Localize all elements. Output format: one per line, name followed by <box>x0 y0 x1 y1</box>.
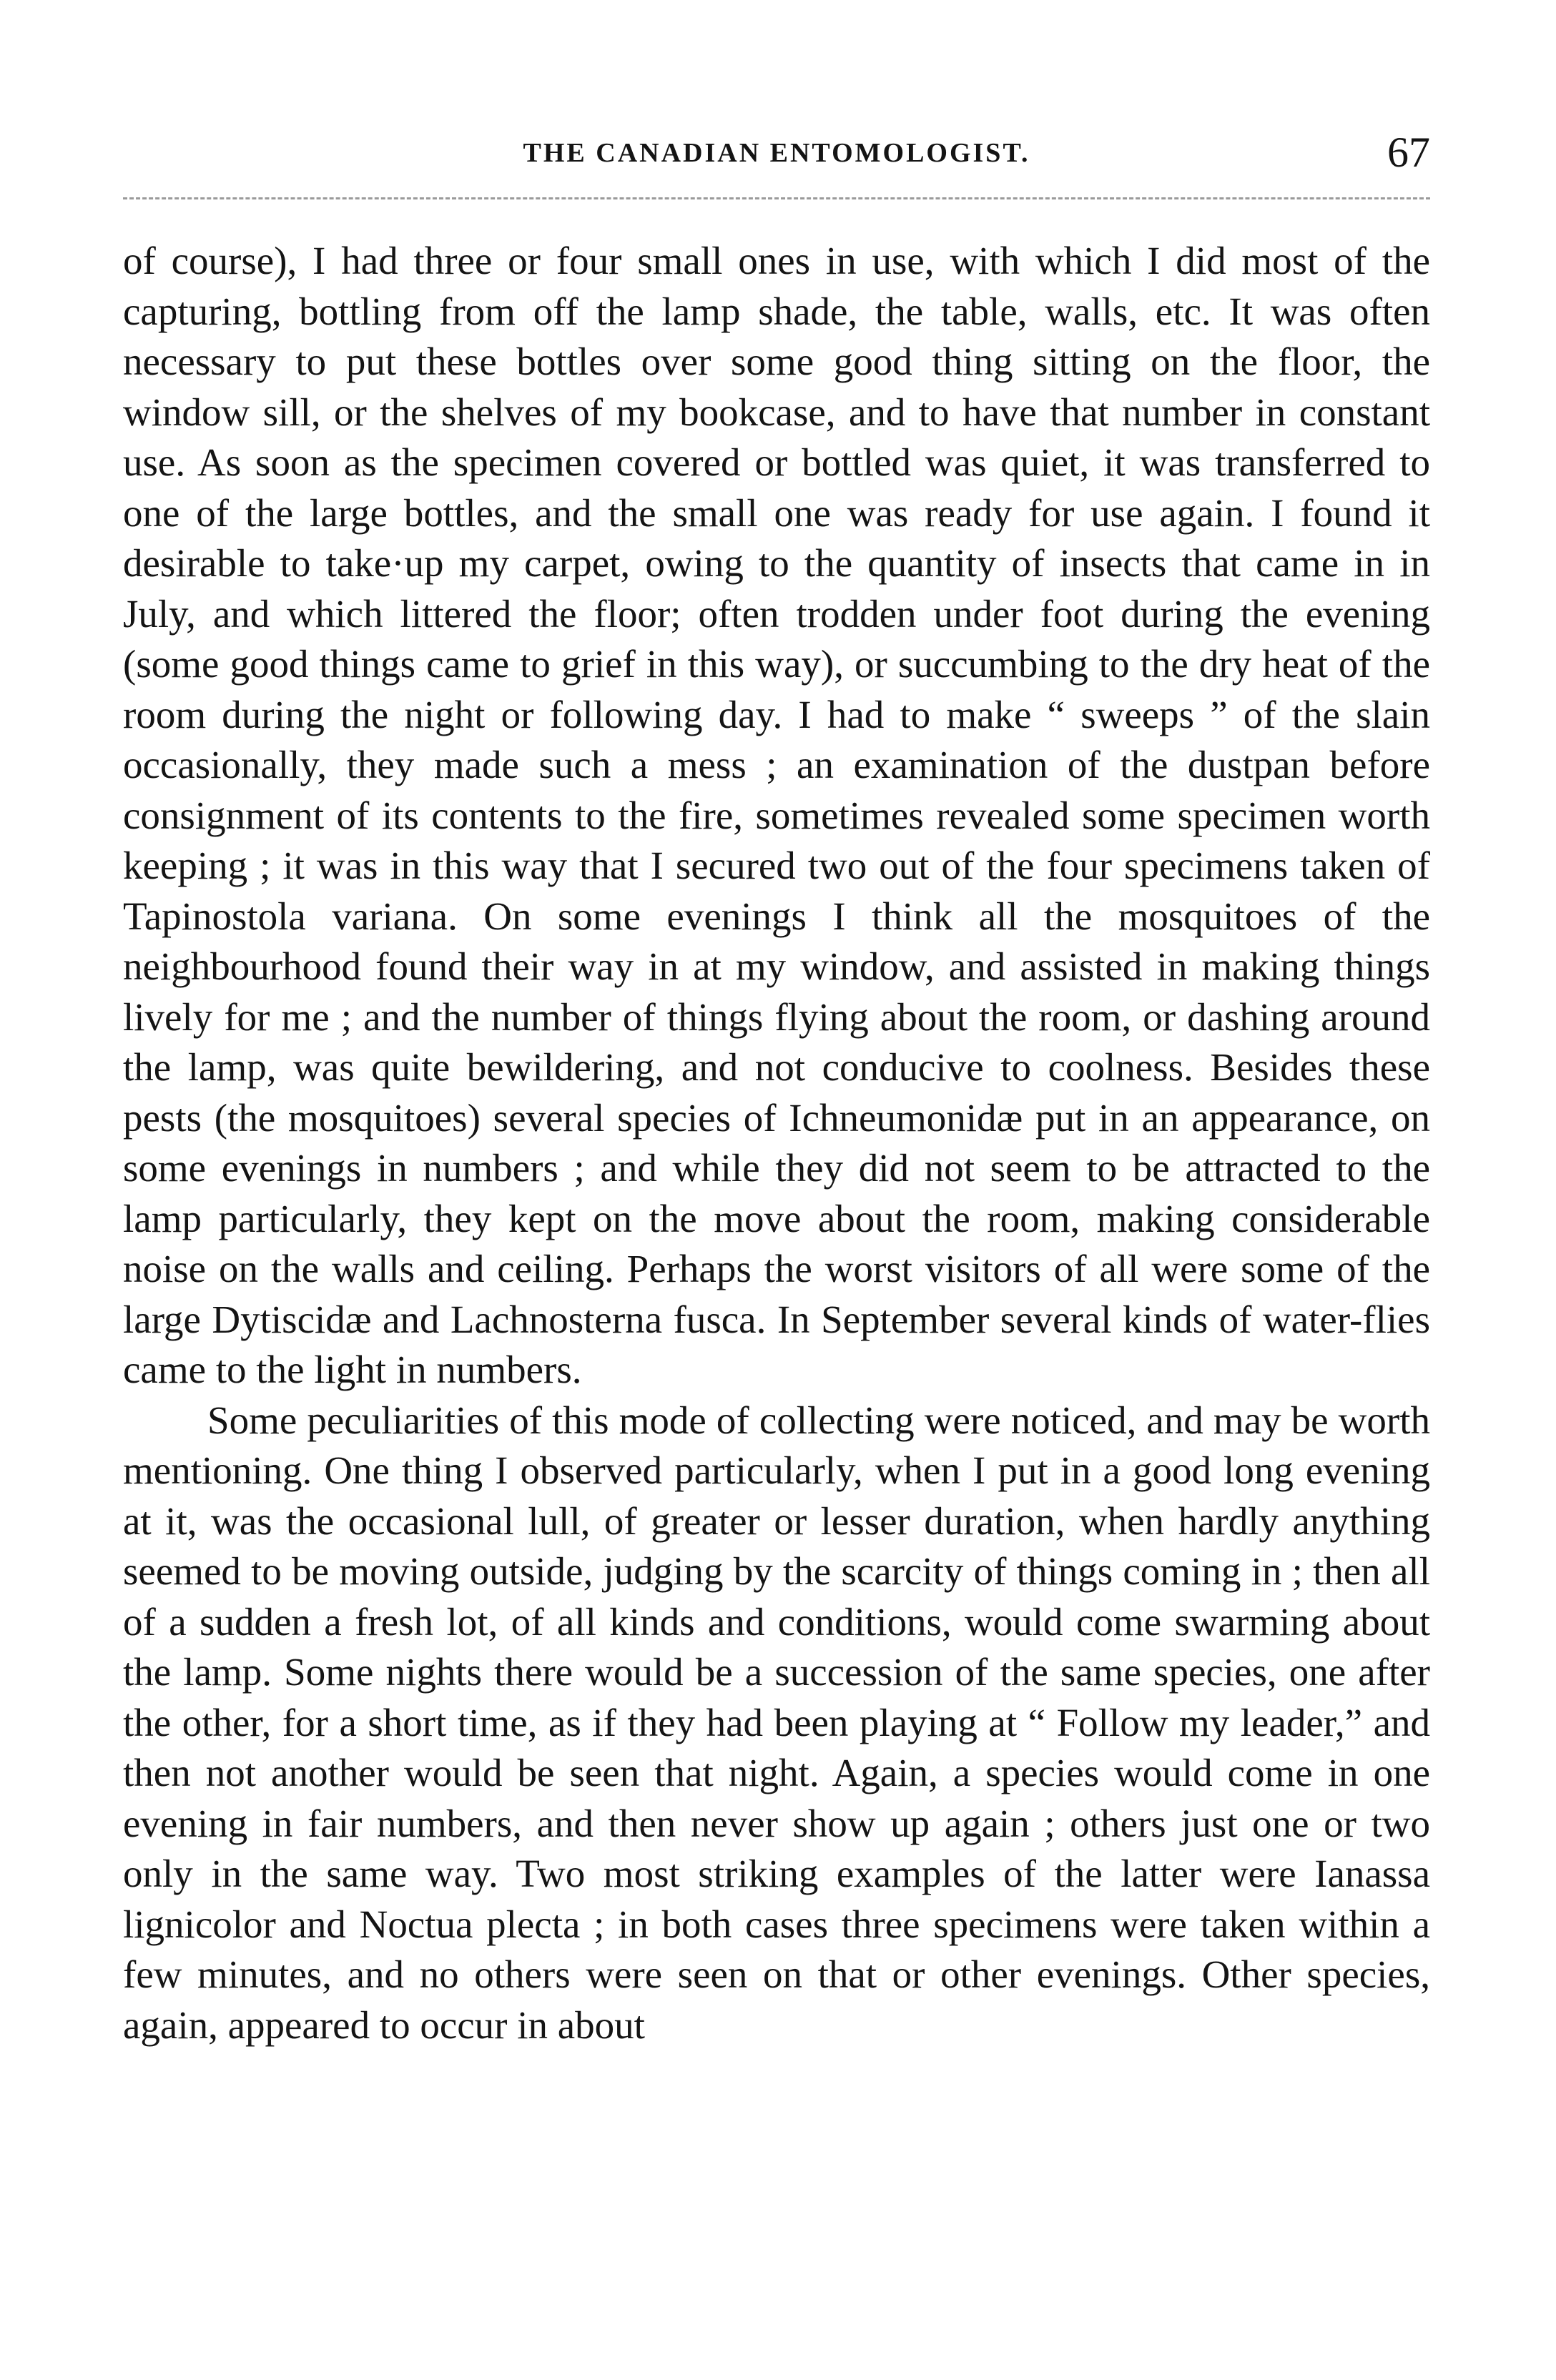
running-head <box>123 129 1430 182</box>
journal-title: THE CANADIAN ENTOMOLOGIST. <box>523 138 1030 168</box>
paragraph-2: Some peculiarities of this mode of collecting were noticed, and may be worth mentioning. One thing I observed particularly, when I put in a good long evening at it, was the occasional lull, of greater or lesser duration, when hardly anything seemed to be moving outside, judging by the scarcity of things coming in ; then all of a sudden a fresh lot, of all kinds and conditions, would come swarming about the lamp. Some nights there would be a succession of the same species, one after the other, for a short time, as if they had been playing at “ Follow my leader,” and then not another would be seen that night. Again, a species would come in one evening in fair numbers, and then never show up again ; others just one or two only in the same way. Two most striking examples of the latter were Ianassa lignicolor and Noctua plecta ; in both cases three specimens were taken within a few minutes, and no others were seen on that or other evenings. Other species, again, appeared to occur in about <box>123 1398 1430 2047</box>
page-number: 67 <box>1387 129 1430 176</box>
paragraph-1: of course), I had three or four small ones in use, with which I did most of the capturing, bottling from off the lamp shade, the table, walls, etc. It was often necessary to put these bottles over some good thing sitting on the floor, the window sill, or the shelves of my bookcase, and to have that number in constant use. As soon as the specimen covered or bottled was quiet, it was transferred to one of the large bottles, and the small one was ready for use again. I found it desirable to take·up my carpet, owing to the quantity of insects that came in in July, and which littered the floor; often trodden under foot during the evening (some good things came to grief in this way), or succumbing to the dry heat of the room during the night or following day. I had to make “ sweeps ” of the slain occasionally, they made such a mess ; an examination of the dustpan before consignment of its contents to the fire, sometimes revealed some specimen worth keeping ; it was in this way that I secured two out of the four specimens taken of Tapinostola variana. On some evenings I think all the mosquitoes of the neighbourhood found their way in at my window, and assisted in making things lively for me ; and the number of things flying about the room, or dashing around the lamp, was quite bewildering, and not conducive to coolness. Besides these pests (the mosquitoes) several species of Ichneumonidæ put in an appearance, on some evenings in numbers ; and while they did not seem to be attracted to the lamp particularly, they kept on the move about the room, making considerable noise on the walls and ceiling. Perhaps the worst visitors of all were some of the large Dytiscidæ and Lachnosterna fusca. In September several kinds of water-flies came to the light in numbers. <box>123 239 1430 1391</box>
body-text <box>123 236 1430 2050</box>
header-rule <box>123 197 1430 199</box>
